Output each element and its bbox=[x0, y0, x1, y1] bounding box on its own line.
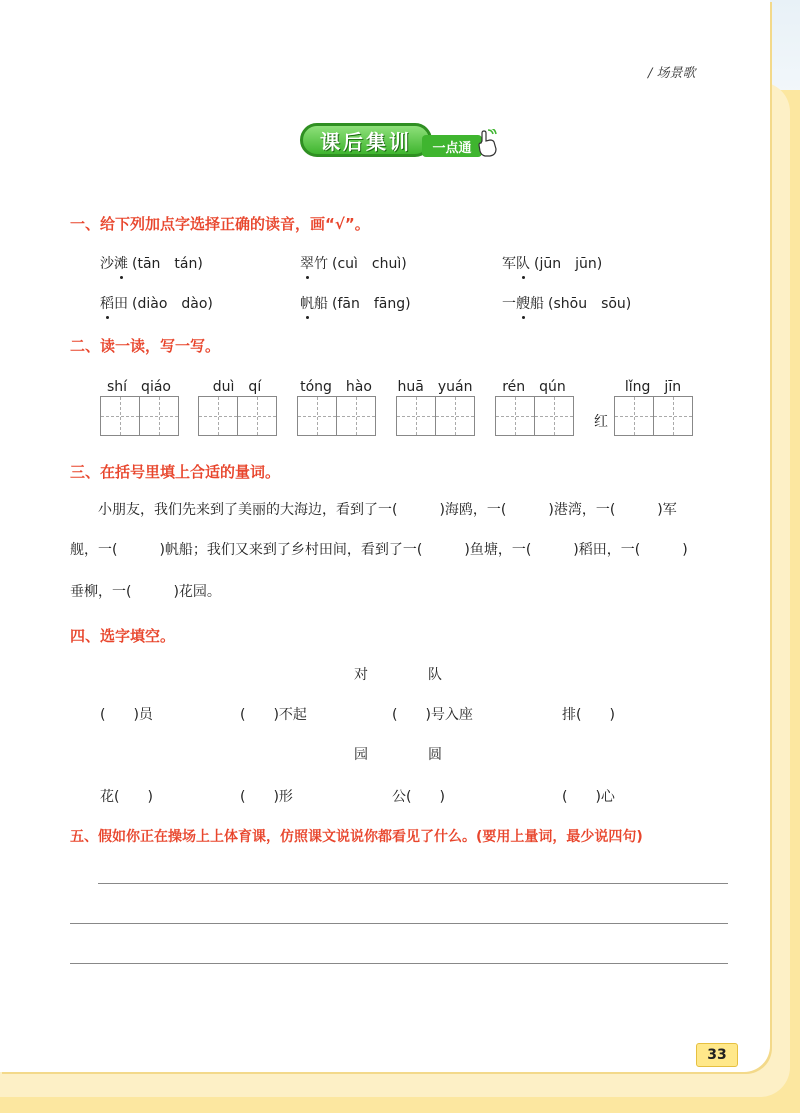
dotted-char: 队 bbox=[516, 253, 530, 273]
choice-char: 圆 bbox=[428, 747, 442, 763]
pinyin-options[interactable]: (shōu sōu) bbox=[548, 296, 632, 312]
pinyin-options[interactable]: (diào dào) bbox=[132, 296, 213, 312]
title-main: 课后集训 bbox=[300, 123, 432, 157]
fill-blank[interactable]: ( )不起 bbox=[240, 707, 307, 723]
s3-line-1: 小朋友，我们先来到了美丽的大海边，看到了一( )海鸥，一( )港湾，一( )军 bbox=[98, 502, 677, 518]
s1-item-6: 一艘船 (shōu sōu) bbox=[502, 293, 631, 313]
hong-char: 红 bbox=[594, 414, 608, 430]
s1-item-2: 翠竹 (cuì chuì) bbox=[300, 253, 407, 273]
writing-group-1 bbox=[100, 376, 178, 436]
writing-box[interactable] bbox=[495, 396, 535, 436]
writing-group-2 bbox=[198, 376, 276, 436]
writing-box[interactable] bbox=[396, 396, 436, 436]
choice-char: 队 bbox=[428, 667, 442, 683]
fill-blank[interactable]: 花( ) bbox=[100, 789, 153, 805]
s1-item-4: 稻田 (diào dào) bbox=[100, 293, 213, 313]
s1-item-1: 沙滩 (tān tán) bbox=[100, 253, 203, 273]
section4-heading: 四、选字填空。 bbox=[70, 627, 176, 645]
fill-blank[interactable]: 排( ) bbox=[562, 707, 615, 723]
writing-box[interactable] bbox=[198, 396, 238, 436]
pinyin-label: huā yuán bbox=[397, 379, 473, 395]
pinyin-label: lǐng jīn bbox=[624, 379, 682, 395]
answer-line[interactable] bbox=[70, 963, 728, 964]
dotted-char: 帆 bbox=[300, 293, 314, 313]
writing-box[interactable] bbox=[237, 396, 277, 436]
writing-box[interactable] bbox=[336, 396, 376, 436]
writing-box[interactable] bbox=[614, 396, 654, 436]
section5-heading: 五、假如你正在操场上上体育课，仿照课文说说你都看见了什么。(要用上量词，最少说四句) bbox=[70, 829, 643, 845]
answer-line[interactable] bbox=[98, 883, 728, 884]
writing-group-6 bbox=[614, 376, 692, 436]
dotted-char: 稻 bbox=[100, 293, 114, 313]
writing-group-4 bbox=[396, 376, 474, 436]
pinyin-options[interactable]: (fān fāng) bbox=[332, 296, 411, 312]
writing-box[interactable] bbox=[139, 396, 179, 436]
fill-blank[interactable]: ( )号入座 bbox=[392, 707, 473, 723]
s1-item-5: 帆船 (fān fāng) bbox=[300, 293, 411, 313]
page-number: 33 bbox=[696, 1043, 738, 1067]
pinyin-options[interactable]: (jūn jūn) bbox=[534, 256, 603, 272]
fill-blank[interactable]: ( )形 bbox=[240, 789, 293, 805]
choice-char: 对 bbox=[354, 667, 368, 683]
writing-group-3 bbox=[297, 376, 375, 436]
dotted-char: 滩 bbox=[114, 253, 128, 273]
title-sub: 一点通 bbox=[422, 135, 482, 157]
title-badge bbox=[300, 121, 500, 165]
pinyin-label: shí qiáo bbox=[107, 379, 171, 395]
pinyin-label: tóng hào bbox=[300, 379, 372, 395]
section1-heading: 一、给下列加点字选择正确的读音，画“√”。 bbox=[70, 215, 370, 233]
writing-group-5 bbox=[495, 376, 573, 436]
writing-box[interactable] bbox=[297, 396, 337, 436]
writing-box[interactable] bbox=[435, 396, 475, 436]
pinyin-label: rén qún bbox=[502, 379, 566, 395]
pinyin-label: duì qí bbox=[212, 379, 262, 395]
section2-heading: 二、读一读，写一写。 bbox=[70, 337, 221, 355]
fill-blank[interactable]: 公( ) bbox=[392, 789, 445, 805]
dotted-char: 翠 bbox=[300, 253, 314, 273]
fill-blank[interactable]: ( )心 bbox=[562, 789, 615, 805]
choice-char: 园 bbox=[354, 747, 368, 763]
writing-box[interactable] bbox=[534, 396, 574, 436]
writing-box[interactable] bbox=[653, 396, 693, 436]
dotted-char: 艘 bbox=[516, 293, 530, 313]
s3-line-3: 垂柳，一( )花园。 bbox=[70, 584, 221, 600]
fill-blank[interactable]: ( )员 bbox=[100, 707, 153, 723]
pinyin-options[interactable]: (cuì chuì) bbox=[332, 256, 407, 272]
s1-item-3: 军队 (jūn jūn) bbox=[502, 253, 602, 273]
pointing-hand-icon bbox=[476, 129, 500, 159]
answer-line[interactable] bbox=[70, 923, 728, 924]
section3-heading: 三、在括号里填上合适的量词。 bbox=[70, 463, 281, 481]
pinyin-options[interactable]: (tān tán) bbox=[132, 256, 203, 272]
lesson-label: / 场景歌 bbox=[648, 66, 696, 81]
writing-box[interactable] bbox=[100, 396, 140, 436]
s3-line-2: 舰，一( )帆船；我们又来到了乡村田间，看到了一( )鱼塘，一( )稻田，一( ) bbox=[70, 542, 688, 558]
